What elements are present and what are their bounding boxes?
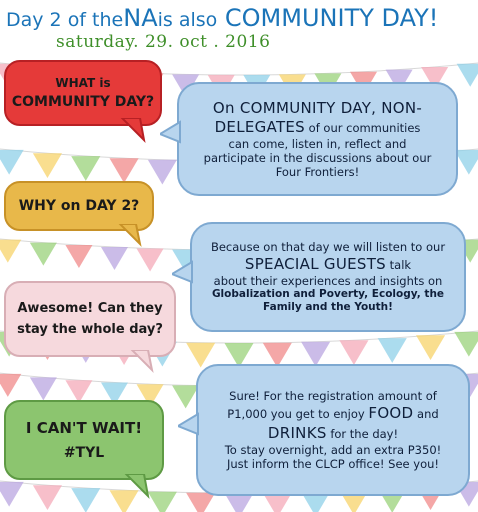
bunting-flag: [148, 492, 177, 512]
bunting-flag: [33, 153, 62, 178]
question-bubble-what: [4, 60, 162, 126]
a3-line-3b: for the day!: [326, 426, 399, 441]
question-tail-what: [120, 118, 146, 144]
event-date: saturday. 29. oct . 2016: [56, 32, 271, 52]
q2-text: WHY on DAY 2?: [18, 198, 140, 214]
a1-line-2a: DELEGATES: [214, 118, 306, 137]
bunting-flag: [101, 247, 128, 270]
a1-line-3: can come, listen in, reflect and: [228, 136, 407, 151]
bunting-flag: [71, 488, 100, 512]
title-part-1: Day 2: [6, 9, 68, 31]
bunting-flag: [148, 160, 177, 185]
a3-line-5: Just inform the CLCP office! See you!: [226, 456, 440, 471]
q4-line-1: I CAN'T WAIT!: [25, 419, 143, 437]
a2-line-2b: talk: [386, 258, 412, 273]
bunting-flag: [454, 332, 478, 357]
bunting-flag: [0, 482, 24, 507]
q3-line-1: Awesome! Can they: [17, 301, 163, 316]
a1-line-1: On COMMUNITY DAY, NON-: [212, 99, 423, 118]
a1-line-5: Four Frontiers!: [275, 164, 360, 179]
a3-line-2a: P1,000 you get to enjoy: [227, 407, 369, 422]
answer-tail-2: [172, 260, 194, 286]
bunting-flag: [457, 64, 478, 87]
bunting-flag: [301, 342, 330, 367]
a2-line-3: about their experiences and insights on: [213, 273, 443, 288]
bunting-flag: [30, 243, 57, 266]
a3-line-2b: FOOD: [368, 404, 414, 423]
q1-line-1: WHAT is: [55, 76, 111, 90]
bunting-flag: [378, 338, 407, 363]
answer-bubble-community-day: [177, 82, 458, 196]
a2-line-2a: SPEACIAL GUESTS: [244, 255, 387, 274]
bunting-flag: [0, 374, 21, 397]
title-part-4: is also: [157, 9, 218, 31]
question-bubble-awesome: [4, 281, 176, 357]
a3-line-2c: and: [413, 407, 439, 422]
bunting-flag: [186, 493, 215, 512]
a3-line-3a: DRINKS: [267, 423, 327, 442]
bunting-flag: [416, 335, 445, 360]
question-tail-cant-wait: [124, 474, 150, 500]
q3-line-2: stay the whole day?: [17, 322, 163, 337]
bunting-flag: [0, 150, 24, 175]
bunting-flag: [186, 343, 215, 368]
a2-line-5: Family and the Youth!: [263, 300, 393, 313]
a1-line-4: participate in the discussions about our: [203, 150, 432, 165]
bunting-flag: [110, 158, 139, 183]
a3-line-1: Sure! For the registration amount of: [229, 389, 437, 404]
answer-tail-3: [178, 412, 200, 438]
question-bubble-cant-wait: [4, 400, 164, 480]
poster-title: [6, 4, 476, 32]
bunting-flag: [33, 485, 62, 510]
title-part-2: of the: [67, 9, 124, 31]
q4-line-2: #TYL: [63, 445, 105, 461]
bunting-flag: [71, 156, 100, 181]
title-part-5: COMMUNITY DAY!: [217, 4, 439, 32]
bunting-flag: [137, 248, 164, 271]
answer-bubble-why: [190, 222, 466, 332]
answer-tail-1: [160, 120, 182, 146]
bunting-flag: [30, 377, 57, 400]
answer-bubble-registration: [196, 364, 470, 496]
a2-line-1: Because on that day we will listen to our: [210, 240, 446, 255]
a3-line-4: To stay overnight, add an extra P350!: [224, 442, 442, 457]
question-tail-why: [118, 224, 142, 248]
a2-line-4: Globalization and Poverty, Ecology, the: [211, 287, 445, 300]
q1-line-2: COMMUNITY DAY?: [11, 94, 155, 110]
a1-line-2b: of our communities: [305, 121, 421, 136]
bunting-flag: [0, 240, 21, 263]
bunting-flag: [65, 245, 92, 268]
question-tail-awesome: [130, 350, 154, 374]
title-part-3: NA: [123, 4, 158, 32]
bunting-flag: [339, 340, 368, 365]
